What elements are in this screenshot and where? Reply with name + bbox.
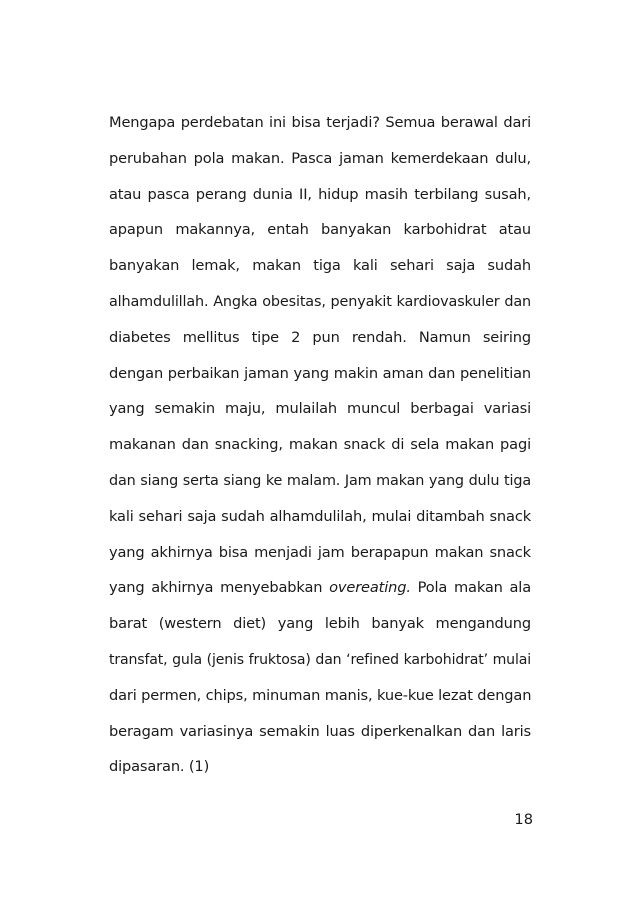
paragraph-line: transfat, gula (jenis fruktosa) dan ‘refined karbohidrat’ mulai bbox=[109, 651, 531, 668]
paragraph-line: apapun makannya, entah banyakan karbohidrat atau bbox=[109, 221, 531, 239]
paragraph-line: Mengapa perdebatan ini bisa terjadi? Semua berawal dari bbox=[109, 114, 531, 131]
emphasized-term: overeating. bbox=[329, 579, 411, 597]
page-number: 18 bbox=[514, 811, 533, 828]
paragraph-line: alhamdulillah. Angka obesitas, penyakit kardiovaskuler dan bbox=[109, 293, 531, 310]
paragraph-line: barat (western diet) yang lebih banyak mengandung bbox=[109, 615, 531, 633]
paragraph-line: yang akhirnya bisa menjadi jam berapapun makan snack bbox=[109, 543, 531, 561]
line-text-after: Pola makan ala bbox=[410, 579, 531, 597]
paragraph-line: dengan perbaikan jaman yang makin aman dan penelitian bbox=[109, 364, 531, 382]
paragraph-line: atau pasca perang dunia II, hidup masih terbilang susah, bbox=[109, 185, 531, 203]
paragraph-line: dari permen, chips, minuman manis, kue-kue lezat dengan bbox=[109, 686, 532, 704]
paragraph-line: beragam variasinya semakin luas diperkenalkan dan laris bbox=[109, 722, 531, 740]
paragraph-line: banyakan lemak, makan tiga kali sehari saja sudah bbox=[109, 257, 531, 275]
paragraph-line: dan siang serta siang ke malam. Jam makan yang dulu tiga bbox=[109, 472, 531, 489]
paragraph-line: perubahan pola makan. Pasca jaman kemerdekaan dulu, bbox=[109, 149, 531, 167]
paragraph-line: kali sehari saja sudah alhamdulilah, mulai ditambah snack bbox=[109, 507, 531, 525]
paragraph-line: makanan dan snacking, makan snack di sela makan pagi bbox=[109, 436, 531, 454]
paragraph-line: yang semakin maju, mulailah muncul berbagai variasi bbox=[109, 400, 531, 418]
body-paragraph bbox=[109, 107, 531, 787]
paragraph-line-last: dipasaran. (1) bbox=[109, 758, 210, 776]
line-text-before: yang akhirnya menyebabkan bbox=[109, 579, 330, 597]
paragraph-line-with-emphasis bbox=[109, 572, 531, 608]
paragraph-line: diabetes mellitus tipe 2 pun rendah. Namun seiring bbox=[109, 328, 531, 346]
